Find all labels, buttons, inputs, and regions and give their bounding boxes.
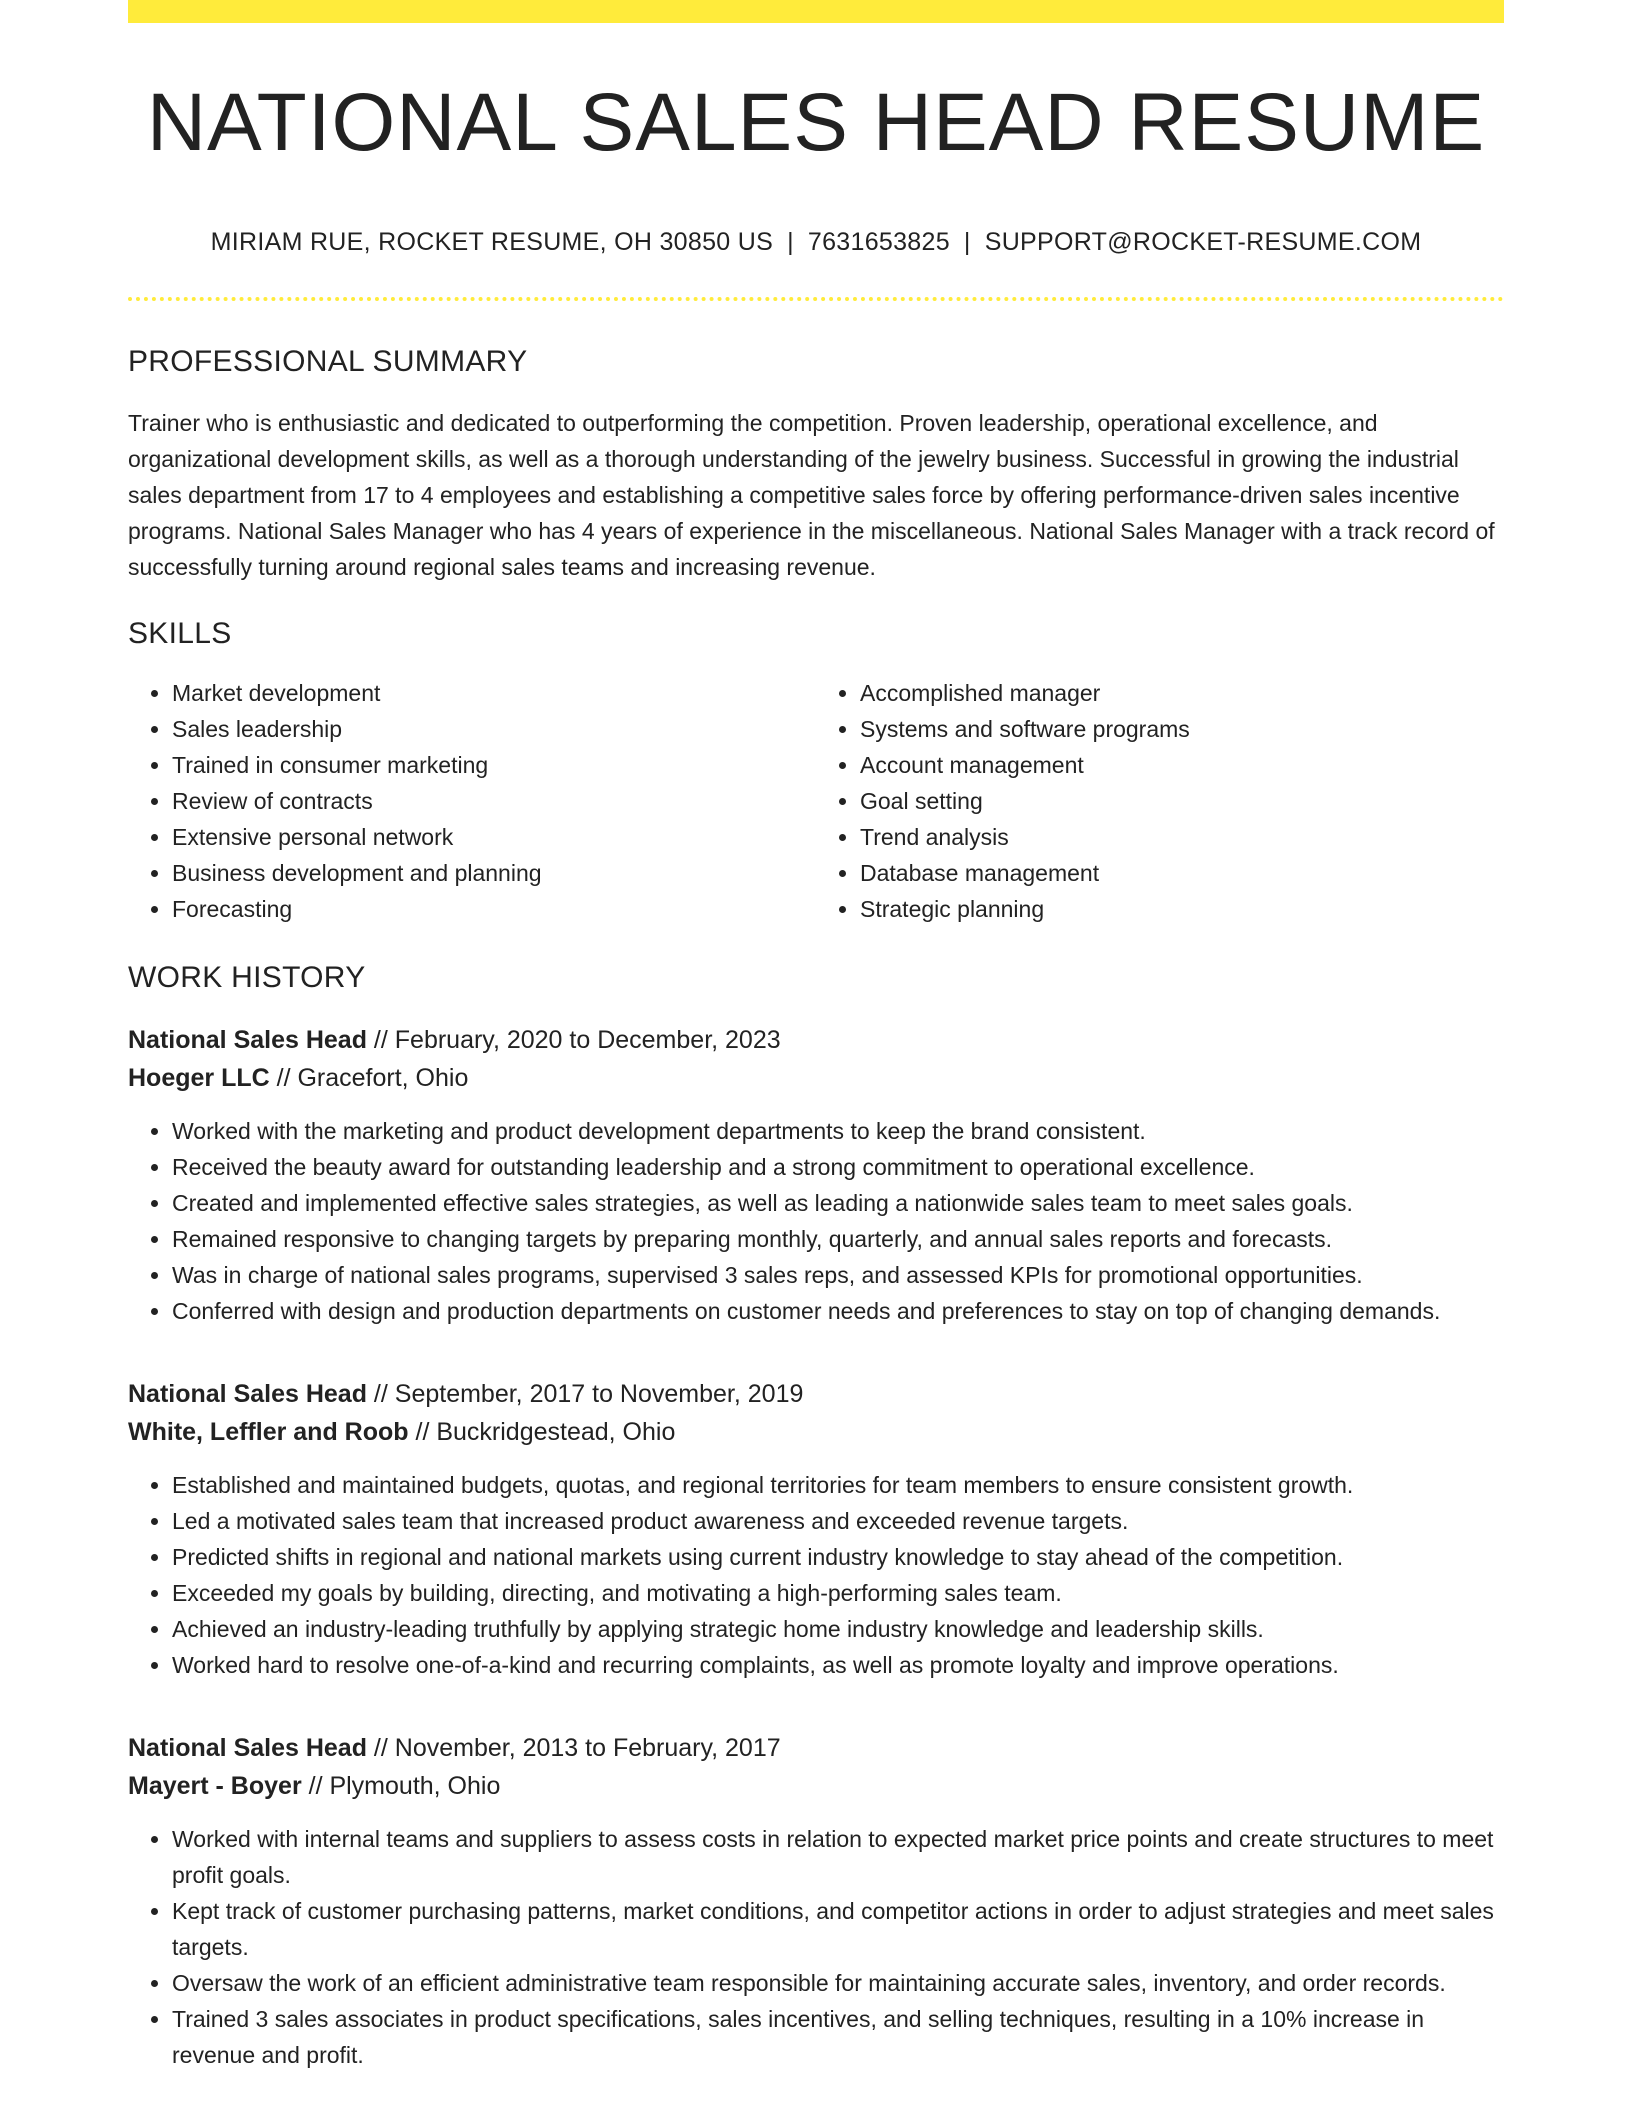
job-bullet: • Led a motivated sales team that increased product awareness and exceeded revenue targets.: [172, 1503, 1504, 1539]
skill-item: • Business development and planning: [172, 855, 816, 891]
skill-item: • Strategic planning: [860, 891, 1504, 927]
job-entry: [128, 1375, 1504, 1683]
skill-item: • Trained in consumer marketing: [172, 747, 816, 783]
skill-item: • Review of contracts: [172, 783, 816, 819]
job-location: // Buckridgestead, Ohio: [408, 1418, 676, 1447]
job-bullet: • Conferred with design and production departments on customer needs and preferences to stay on top of changing demands.: [172, 1293, 1504, 1329]
contact-line: [128, 228, 1504, 257]
job-company: Mayert - Boyer: [128, 1772, 302, 1801]
skills-grid: [128, 675, 1504, 927]
job-bullet: • Established and maintained budgets, quotas, and regional territories for team members to ensure consistent growth.: [172, 1467, 1504, 1503]
job-dates: // February, 2020 to December, 2023: [366, 1026, 781, 1055]
job-title: National Sales Head: [128, 1380, 367, 1409]
work-history-section: [128, 961, 1504, 2073]
job-bullet: • Worked with the marketing and product development departments to keep the brand consistent.: [172, 1113, 1504, 1149]
job-entry: [128, 1021, 1504, 1329]
summary-section: [128, 345, 1504, 585]
job-bullet: • Exceeded my goals by building, directing, and motivating a high-performing sales team.: [172, 1575, 1504, 1611]
resume-page: [128, 0, 1504, 2073]
page-title: NATIONAL SALES HEAD RESUME: [146, 77, 1486, 168]
skills-section: [128, 617, 1504, 927]
summary-heading: PROFESSIONAL SUMMARY: [128, 345, 528, 379]
contact-separator: |: [787, 228, 794, 257]
job-company-line: [128, 1413, 1504, 1451]
contact-address: MIRIAM RUE, ROCKET RESUME, OH 30850 US: [210, 228, 774, 257]
job-title: National Sales Head: [128, 1026, 367, 1055]
skills-column-left: [128, 675, 816, 927]
skill-item: • Extensive personal network: [172, 819, 816, 855]
job-entry: [128, 1729, 1504, 2073]
job-company-line: [128, 1059, 1504, 1097]
job-bullet: • Worked hard to resolve one-of-a-kind and recurring complaints, as well as promote loyalty and improve operations.: [172, 1647, 1504, 1683]
job-bullets: [128, 1467, 1504, 1683]
contact-email[interactable]: SUPPORT@ROCKET-RESUME.COM: [984, 228, 1422, 257]
job-bullets: [128, 1821, 1504, 2073]
skill-item: • Market development: [172, 675, 816, 711]
skills-column-right: [816, 675, 1504, 927]
contact-phone[interactable]: 7631653825: [807, 228, 950, 257]
job-bullet: • Predicted shifts in regional and national markets using current industry knowledge to stay ahead of the competition.: [172, 1539, 1504, 1575]
job-company: White, Leffler and Roob: [128, 1418, 409, 1447]
job-bullet: • Was in charge of national sales programs, supervised 3 sales reps, and assessed KPIs for promotional opportunities.: [172, 1257, 1504, 1293]
job-dates: // September, 2017 to November, 2019: [366, 1380, 804, 1409]
job-bullet: • Worked with internal teams and suppliers to assess costs in relation to expected market price points and create structures to meet profit goals.: [172, 1821, 1504, 1893]
skill-item: • Forecasting: [172, 891, 816, 927]
skill-item: • Goal setting: [860, 783, 1504, 819]
skill-item: • Accomplished manager: [860, 675, 1504, 711]
job-bullet: • Achieved an industry-leading truthfully by applying strategic home industry knowledge and leadership skills.: [172, 1611, 1504, 1647]
job-location: // Plymouth, Ohio: [301, 1772, 501, 1801]
job-bullet: • Kept track of customer purchasing patterns, market conditions, and competitor actions in order to adjust strategies and meet sales targets.: [172, 1893, 1504, 1965]
top-accent-bar: [128, 0, 1504, 23]
job-company-line: [128, 1767, 1504, 1805]
job-bullet: • Remained responsive to changing targets by preparing monthly, quarterly, and annual sales reports and forecasts.: [172, 1221, 1504, 1257]
job-dates: // November, 2013 to February, 2017: [366, 1734, 781, 1763]
job-title-line: [128, 1021, 1504, 1059]
job-bullets: [128, 1113, 1504, 1329]
summary-text: Trainer who is enthusiastic and dedicated to outperforming the competition. Proven leadership, operational excellence, and organizational development skills, as well as a thorough understanding of the jewelry business. Successful in growing the industrial sales department from 17 to 4 employees and establishing a competitive sales force by offering performance-driven sales incentive programs. National Sales Manager who has 4 years of experience in the miscellaneous. National Sales Manager with a track record of successfully turning around regional sales teams and increasing revenue.: [128, 410, 1495, 581]
job-title: National Sales Head: [128, 1734, 367, 1763]
skill-item: • Account management: [860, 747, 1504, 783]
skills-heading: SKILLS: [128, 617, 232, 651]
work-history-heading: WORK HISTORY: [128, 961, 366, 995]
job-company: Hoeger LLC: [128, 1064, 270, 1093]
skill-item: • Database management: [860, 855, 1504, 891]
job-bullet: • Trained 3 sales associates in product specifications, sales incentives, and selling techniques, resulting in a 10% increase in revenue and profit.: [172, 2001, 1504, 2073]
contact-separator: |: [963, 228, 971, 257]
skill-item: • Sales leadership: [172, 711, 816, 747]
skill-item: • Trend analysis: [860, 819, 1504, 855]
job-title-line: [128, 1375, 1504, 1413]
job-bullet: • Received the beauty award for outstanding leadership and a strong commitment to operational excellence.: [172, 1149, 1504, 1185]
job-location: // Gracefort, Ohio: [269, 1064, 469, 1093]
job-bullet: • Created and implemented effective sales strategies, as well as leading a nationwide sales team to meet sales goals.: [172, 1185, 1504, 1221]
job-bullet: • Oversaw the work of an efficient administrative team responsible for maintaining accurate sales, inventory, and order records.: [172, 1965, 1504, 2001]
skill-item: • Systems and software programs: [860, 711, 1504, 747]
header-divider: [128, 297, 1504, 301]
job-title-line: [128, 1729, 1504, 1767]
